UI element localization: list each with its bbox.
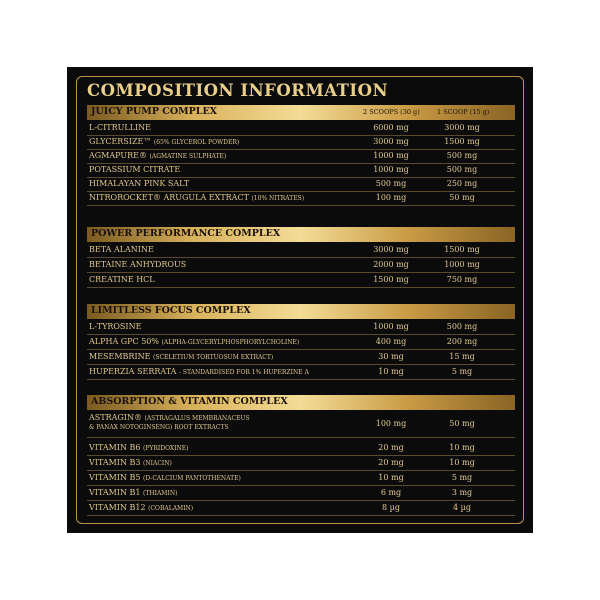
table-row bbox=[87, 442, 515, 456]
ingredient-name: VITAMIN B12 (COBALAMIN) bbox=[89, 503, 194, 512]
ingredient-name: L-CITRULLINE bbox=[89, 123, 152, 132]
section-title: POWER PERFORMANCE COMPLEX bbox=[91, 228, 281, 239]
value-2-scoops: 100 mg bbox=[375, 419, 407, 428]
panel-title: COMPOSITION INFORMATION bbox=[87, 81, 389, 100]
table-row bbox=[87, 122, 515, 136]
column-header-2-scoops: 2 SCOOPS (30 g) bbox=[363, 108, 420, 116]
ingredient-name: MESEMBRINE (SCELETIUM TORTUOSUM EXTRACT) bbox=[89, 352, 274, 361]
ingredient-name: VITAMIN B5 (D-CALCIUM PANTOTHENATE) bbox=[89, 473, 241, 482]
table-row bbox=[87, 136, 515, 150]
value-1-scoop: 200 mg bbox=[446, 337, 478, 346]
ingredient-name: POTASSIUM CITRATE bbox=[89, 165, 181, 174]
value-2-scoops: 100 mg bbox=[375, 193, 407, 202]
value-1-scoop: 1500 mg bbox=[444, 137, 480, 146]
ingredient-name: CREATINE HCL bbox=[89, 275, 155, 284]
table-row bbox=[87, 321, 515, 335]
value-2-scoops: 20 mg bbox=[378, 443, 404, 452]
value-2-scoops: 2000 mg bbox=[373, 260, 409, 269]
table-row bbox=[87, 366, 515, 380]
table-row bbox=[87, 164, 515, 178]
ingredient-name: BETA ALANINE bbox=[89, 245, 154, 254]
table-row bbox=[87, 412, 515, 438]
table-row bbox=[87, 274, 515, 288]
section-header-juicy-pump bbox=[87, 105, 515, 120]
section-header-limitless-focus bbox=[87, 304, 515, 319]
section-title: LIMITLESS FOCUS COMPLEX bbox=[91, 305, 251, 316]
value-1-scoop: 1000 mg bbox=[444, 260, 480, 269]
table-row bbox=[87, 502, 515, 516]
value-1-scoop: 500 mg bbox=[446, 151, 478, 160]
ingredient-name: ASTRAGIN® (ASTRAGALUS MEMBRANACEUS bbox=[89, 413, 250, 422]
value-2-scoops: 10 mg bbox=[378, 473, 404, 482]
ingredient-name: VITAMIN B3 (NIACIN) bbox=[89, 458, 172, 467]
ingredient-name-continued: & PANAX NOTOGINSENG) ROOT EXTRACTS bbox=[89, 424, 229, 431]
value-1-scoop: 50 mg bbox=[449, 193, 475, 202]
table-row bbox=[87, 487, 515, 501]
value-2-scoops: 400 mg bbox=[375, 337, 407, 346]
table-row bbox=[87, 244, 515, 258]
section-title: ABSORPTION & VITAMIN COMPLEX bbox=[91, 396, 288, 407]
table-row bbox=[87, 472, 515, 486]
value-1-scoop: 3 mg bbox=[451, 488, 473, 497]
value-2-scoops: 3000 mg bbox=[373, 245, 409, 254]
value-2-scoops: 8 µg bbox=[382, 503, 400, 512]
value-2-scoops: 20 mg bbox=[378, 458, 404, 467]
ingredient-name: NITROROCKET® ARUGULA EXTRACT (10% NITRATES) bbox=[89, 193, 305, 202]
value-1-scoop: 1500 mg bbox=[444, 245, 480, 254]
table-row bbox=[87, 178, 515, 192]
value-2-scoops: 30 mg bbox=[378, 352, 404, 361]
table-row bbox=[87, 259, 515, 273]
table-row bbox=[87, 457, 515, 471]
value-1-scoop: 500 mg bbox=[446, 165, 478, 174]
ingredient-name: L-TYROSINE bbox=[89, 322, 142, 331]
value-1-scoop: 3000 mg bbox=[444, 123, 480, 132]
value-1-scoop: 10 mg bbox=[449, 443, 475, 452]
table-row bbox=[87, 351, 515, 365]
value-1-scoop: 250 mg bbox=[446, 179, 478, 188]
section-header-absorption-vitamin bbox=[87, 395, 515, 410]
value-2-scoops: 1000 mg bbox=[373, 322, 409, 331]
value-2-scoops: 1000 mg bbox=[373, 165, 409, 174]
value-2-scoops: 1000 mg bbox=[373, 151, 409, 160]
value-1-scoop: 15 mg bbox=[449, 352, 475, 361]
value-1-scoop: 4 µg bbox=[453, 503, 471, 512]
value-2-scoops: 6000 mg bbox=[373, 123, 409, 132]
value-1-scoop: 5 mg bbox=[451, 473, 473, 482]
ingredient-name: HUPERZIA SERRATA - STANDARDISED FOR 1% HUPERZINE A bbox=[89, 367, 309, 376]
ingredient-name: ALPHA GPC 50% (ALPHA-GLYCERYLPHOSPHORYLCHOLINE) bbox=[89, 337, 300, 346]
section-header-power-performance bbox=[87, 227, 515, 242]
value-2-scoops: 10 mg bbox=[378, 367, 404, 376]
value-2-scoops: 500 mg bbox=[375, 179, 407, 188]
value-1-scoop: 10 mg bbox=[449, 458, 475, 467]
ingredient-name: GLYCERSIZE™ (65% GLYCEROL POWDER) bbox=[89, 137, 240, 146]
ingredient-name: BETAINE ANHYDROUS bbox=[89, 260, 187, 269]
value-2-scoops: 1500 mg bbox=[373, 275, 409, 284]
column-header-1-scoop: 1 SCOOP (15 g) bbox=[437, 108, 490, 116]
value-1-scoop: 50 mg bbox=[449, 419, 475, 428]
ingredient-name: HIMALAYAN PINK SALT bbox=[89, 179, 190, 188]
table-row bbox=[87, 192, 515, 206]
value-1-scoop: 750 mg bbox=[446, 275, 478, 284]
value-2-scoops: 3000 mg bbox=[373, 137, 409, 146]
table-row bbox=[87, 336, 515, 350]
value-1-scoop: 500 mg bbox=[446, 322, 478, 331]
section-title: JUICY PUMP COMPLEX bbox=[91, 106, 218, 117]
value-2-scoops: 6 mg bbox=[380, 488, 402, 497]
ingredient-name: VITAMIN B6 (PYRIDOXINE) bbox=[89, 443, 189, 452]
value-1-scoop: 5 mg bbox=[451, 367, 473, 376]
table-row bbox=[87, 150, 515, 164]
composition-panel bbox=[67, 67, 533, 533]
ingredient-name: VITAMIN B1 (THIAMIN) bbox=[89, 488, 178, 497]
ingredient-name: AGMAPURE® (AGMATINE SULPHATE) bbox=[89, 151, 227, 160]
